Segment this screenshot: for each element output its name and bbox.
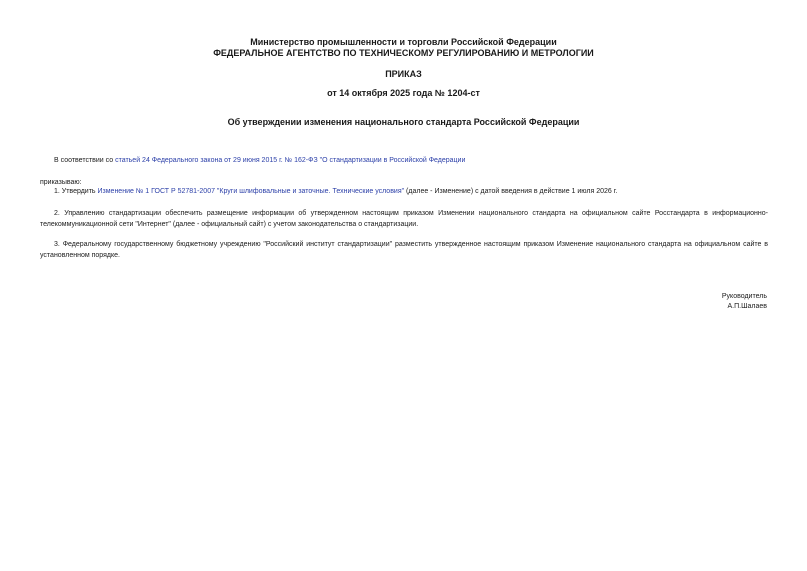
signatory-role: Руководитель — [721, 293, 767, 300]
ministry-name: Министерство промышленности и торговли Российской Федерации — [250, 37, 557, 47]
order-item-3: 3. Федеральному государственному бюджетному учреждению "Российский институт стандартизации" разместить утвержденное настоящим приказом Изменение национального стандарта на официальном сайте в установленном порядке. — [40, 241, 768, 259]
document-type: ПРИКАЗ — [385, 69, 422, 79]
agency-name: ФЕДЕРАЛЬНОЕ АГЕНТСТВО ПО ТЕХНИЧЕСКОМУ РЕГУЛИРОВАНИЮ И МЕТРОЛОГИИ — [213, 48, 594, 58]
preamble-prefix: В соответствии со — [54, 157, 116, 164]
date-and-number: от 14 октября 2025 года № 1204-ст — [327, 88, 480, 98]
order-item-2: 2. Управлению стандартизации обеспечить размещение информации об утвержденном настоящим приказом Изменении национального стандарта на официальном сайте Росстандарта в информационно-телекоммуникационной сети "Интернет" (далее - официальный сайт) с учетом законодательства о стандартизации. — [40, 210, 768, 228]
federal-law-link[interactable]: статьей 24 Федерального закона от 29 июня 2015 г. № 162-ФЗ "О стандартизации в Российской Федерации — [115, 157, 466, 164]
item1-suffix: (далее - Изменение) с датой введения в действие 1 июля 2026 г. — [404, 188, 618, 195]
order-item-1 — [40, 187, 768, 198]
standard-amendment-link[interactable]: Изменение № 1 ГОСТ Р 52781-2007 "Круги шлифовальные и заточные. Технические условия" — [97, 188, 405, 195]
item1-prefix: 1. Утвердить — [54, 188, 98, 195]
signatory-name: А.П.Шалаев — [727, 303, 767, 310]
order-word: приказываю: — [40, 179, 82, 186]
preamble-paragraph — [40, 156, 768, 167]
document-subject: Об утверждении изменения национального стандарта Российской Федерации — [227, 117, 580, 127]
